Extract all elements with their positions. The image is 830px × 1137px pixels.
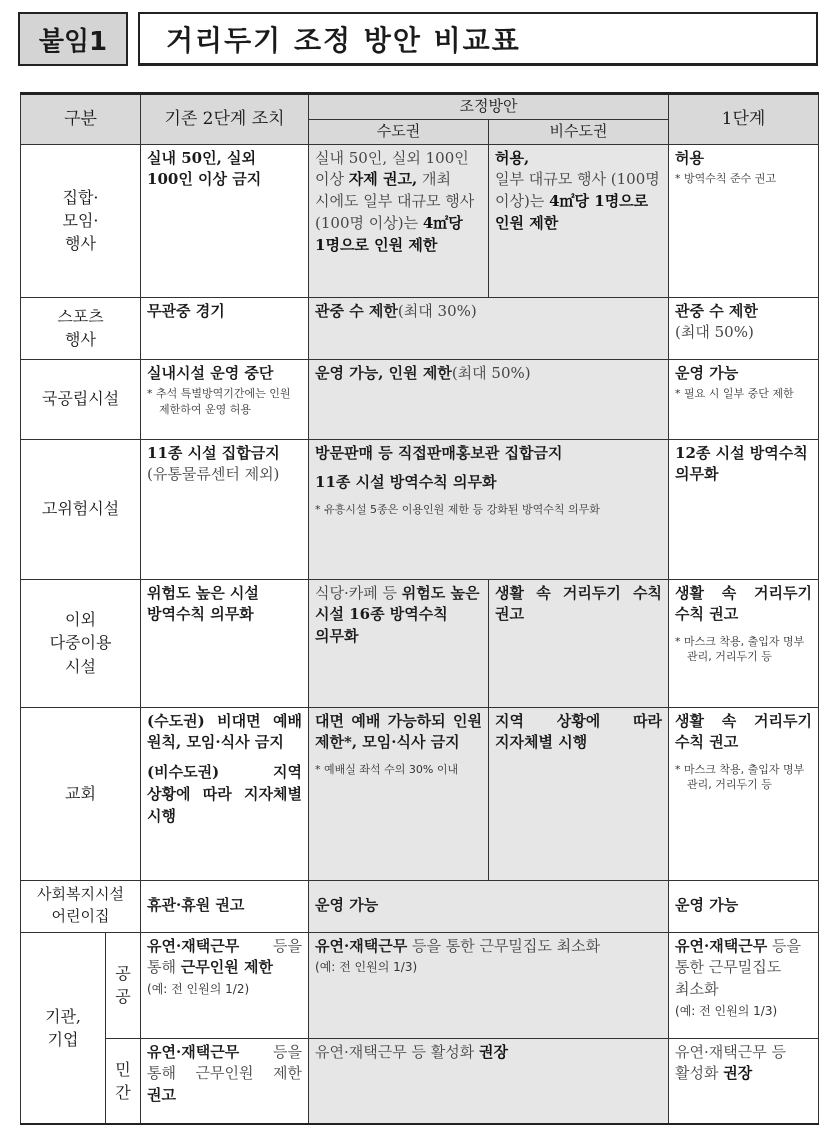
level1-cell: 생활 속 거리두기 수칙 권고 * 마스크 착용, 출입자 명부 관리, 거리두기 등	[669, 579, 819, 707]
header-plan: 조정방안	[309, 94, 669, 120]
document-header	[18, 12, 818, 70]
header-current: 기존 2단계 조치	[141, 94, 309, 145]
row-sports	[21, 297, 819, 359]
metro-cell: 실내 50인, 실외 100인 이상 자제 권고, 개최 시에도 일부 대규모 행사 (100명 이상)는 4㎡당 1명으로 인원 제한	[309, 144, 489, 297]
row-label: 고위험시설	[21, 439, 141, 579]
header-level1: 1단계	[669, 94, 819, 145]
metro-cell: 식당·카페 등 위험도 높은 시설 16종 방역수칙 의무화	[309, 579, 489, 707]
header-metro: 수도권	[309, 119, 489, 144]
level1-cell: 생활 속 거리두기 수칙 권고 * 마스크 착용, 출입자 명부 관리, 거리두기 등	[669, 707, 819, 880]
row-label: 집합· 모임· 행사	[21, 144, 141, 297]
level1-cell: 유연·재택근무 등 활성화 권장	[669, 1038, 819, 1124]
sub-label-private: 민 간	[106, 1038, 141, 1124]
current-cell: 실내시설 운영 중단 * 추석 특별방역기간에는 인원 제한하여 운영 허용	[141, 359, 309, 439]
comparison-table	[20, 92, 819, 1125]
level1-cell: 허용 * 방역수칙 준수 권고	[669, 144, 819, 297]
sub-label-public: 공 공	[106, 932, 141, 1038]
row-label: 교회	[21, 707, 141, 880]
row-label: 기관, 기업	[21, 932, 106, 1124]
current-cell: (수도권) 비대면 예배 원칙, 모임·식사 금지 (비수도권) 지역 상황에 따라 지자체별 시행	[141, 707, 309, 880]
current-cell: 실내 50인, 실외 100인 이상 금지	[141, 144, 309, 297]
document-title: 거리두기 조정 방안 비교표	[138, 12, 818, 66]
row-org-private	[21, 1038, 819, 1124]
metro-cell: 대면 예배 가능하되 인원 제한*, 모임·식사 금지 * 예배실 좌석 수의 30% 이내	[309, 707, 489, 880]
attachment-tag: 붙임1	[18, 12, 128, 66]
row-multiuse	[21, 579, 819, 707]
level1-cell: 유연·재택근무 등을 통한 근무밀집도 최소화 (예: 전 인원의 1/3)	[669, 932, 819, 1038]
plan-cell: 운영 가능	[309, 880, 669, 932]
row-welfare	[21, 880, 819, 932]
plan-cell: 관중 수 제한(최대 30%)	[309, 297, 669, 359]
row-label: 사회복지시설 어린이집	[21, 880, 141, 932]
plan-cell: 방문판매 등 직접판매홍보관 집합금지 11종 시설 방역수칙 의무화 * 유흥시설 5종은 이용인원 제한 등 강화된 방역수칙 의무화	[309, 439, 669, 579]
nonmetro-cell: 생활 속 거리두기 수칙 권고	[489, 579, 669, 707]
row-highrisk	[21, 439, 819, 579]
header-category: 구분	[21, 94, 141, 145]
plan-cell: 운영 가능, 인원 제한(최대 50%)	[309, 359, 669, 439]
current-cell: 유연·재택근무 등을 통해 근무인원 제한 권고	[141, 1038, 309, 1124]
current-cell: 무관중 경기	[141, 297, 309, 359]
current-cell: 11종 시설 집합금지 (유통물류센터 제외)	[141, 439, 309, 579]
level1-cell: 관중 수 제한 (최대 50%)	[669, 297, 819, 359]
level1-cell: 운영 가능 * 필요 시 일부 중단 제한	[669, 359, 819, 439]
current-cell: 위험도 높은 시설 방역수칙 의무화	[141, 579, 309, 707]
nonmetro-cell: 지역 상황에 따라 지자체별 시행	[489, 707, 669, 880]
plan-cell: 유연·재택근무 등 활성화 권장	[309, 1038, 669, 1124]
row-church	[21, 707, 819, 880]
row-label: 국공립시설	[21, 359, 141, 439]
level1-cell: 12종 시설 방역수칙 의무화	[669, 439, 819, 579]
row-gathering	[21, 144, 819, 297]
level1-cell: 운영 가능	[669, 880, 819, 932]
nonmetro-cell: 허용, 일부 대규모 행사 (100명 이상)는 4㎡당 1명으로 인원 제한	[489, 144, 669, 297]
row-label: 스포츠 행사	[21, 297, 141, 359]
row-public	[21, 359, 819, 439]
current-cell: 유연·재택근무 등을 통해 근무인원 제한 (예: 전 인원의 1/2)	[141, 932, 309, 1038]
row-label: 이외 다중이용 시설	[21, 579, 141, 707]
header-nonmetro: 비수도권	[489, 119, 669, 144]
plan-cell: 유연·재택근무 등을 통한 근무밀집도 최소화 (예: 전 인원의 1/3)	[309, 932, 669, 1038]
current-cell: 휴관·휴원 권고	[141, 880, 309, 932]
row-org-public	[21, 932, 819, 1038]
